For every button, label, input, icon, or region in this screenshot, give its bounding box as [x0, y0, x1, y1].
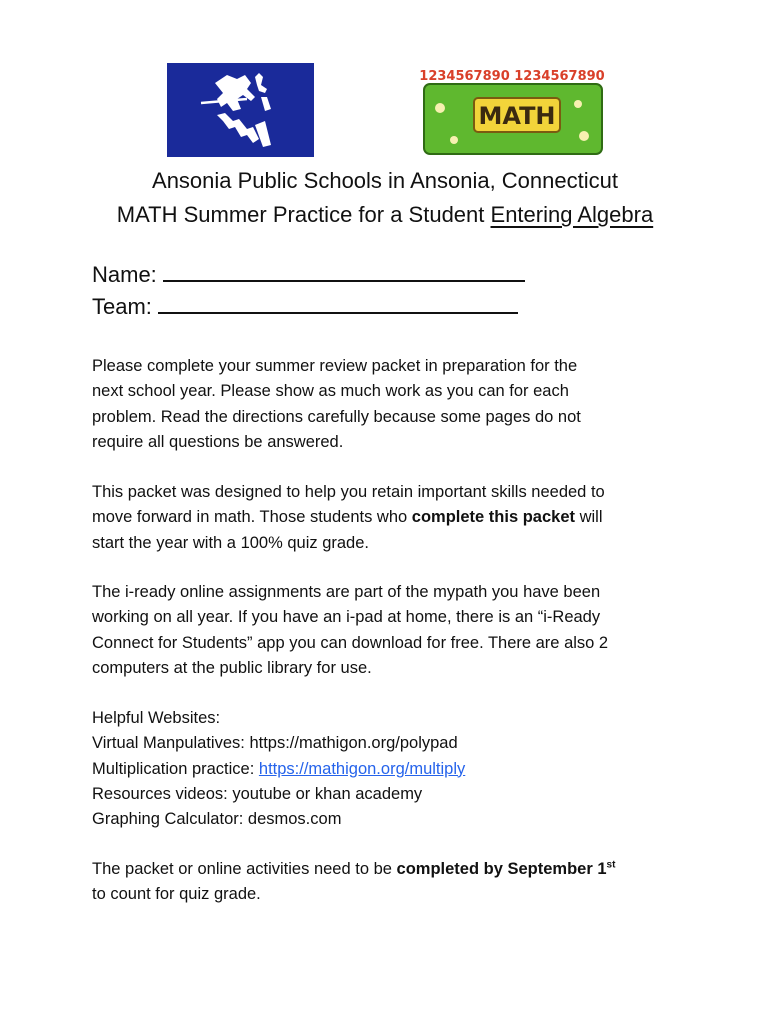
text-segment: The packet or online activities need to be — [92, 860, 397, 878]
math-logo — [414, 60, 611, 158]
page-subtitle — [0, 200, 770, 230]
name-label: Name: — [92, 262, 157, 287]
team-blank-line[interactable] — [158, 292, 518, 314]
helpful-websites-list — [92, 706, 682, 832]
websites-heading: Helpful Websites: — [92, 709, 221, 727]
text-line: computers at the public library for use. — [92, 658, 372, 677]
website-graphing: Graphing Calculator: desmos.com — [92, 810, 342, 829]
text-segment: move forward in math. Those students who — [92, 508, 412, 527]
text-segment: will — [575, 508, 603, 527]
multiplication-link[interactable]: https://mathigon.org/multiply — [258, 759, 466, 778]
text-line: require all questions be answered. — [92, 432, 344, 451]
text-line: Please complete your summer review packet in preparation for the — [92, 357, 578, 375]
instructions-paragraph — [92, 354, 682, 455]
subtitle-prefix: MATH Summer Practice for a Student — [116, 202, 491, 227]
name-blank-line[interactable] — [163, 260, 525, 282]
name-field[interactable] — [92, 260, 525, 290]
website-virtual-manipulatives: Virtual Manpulatives: https://mathigon.org/polypad — [92, 734, 458, 753]
subtitle-underlined: Entering Algebra — [490, 202, 654, 227]
text-line: This packet was designed to help you retain important skills needed to — [92, 483, 605, 501]
math-logo-text: MATH — [478, 102, 556, 130]
text-line: The i-ready online assignments are part of the mypath you have been — [92, 583, 601, 601]
page-title: Ansonia Public Schools in Ansonia, Connecticut — [152, 168, 618, 193]
knight-horse-icon — [167, 63, 314, 157]
team-field[interactable] — [92, 292, 518, 322]
text-line: start the year with a 100% quiz grade. — [92, 533, 369, 552]
math-banner-icon — [414, 60, 611, 158]
website-multiplication — [92, 757, 682, 782]
text-line: next school year. Please show as much work as you can for each — [92, 382, 569, 401]
text-line: to count for quiz grade. — [92, 885, 261, 904]
website-resources: Resources videos: youtube or khan academy — [92, 784, 423, 803]
bold-text: complete this packet — [411, 508, 576, 527]
bold-deadline: completed by September 1 — [396, 860, 607, 878]
text-line — [92, 505, 682, 530]
text-line: problem. Read the directions carefully because some pages do not — [92, 407, 581, 426]
deadline-paragraph — [92, 857, 682, 908]
team-label: Team: — [92, 294, 152, 319]
math-logo-numbers: 1234567890 1234567890 — [419, 69, 605, 84]
multiplication-label: Multiplication practice: — [92, 759, 259, 778]
text-line: working on all year. If you have an i-pad at home, there is an “i-Ready — [92, 608, 601, 627]
packet-purpose-paragraph — [92, 480, 682, 556]
text-line — [92, 857, 682, 882]
ansonia-logo — [167, 63, 314, 157]
iready-paragraph — [92, 580, 682, 681]
superscript: st — [606, 859, 616, 871]
text-line: Connect for Students” app you can download for free. There are also 2 — [92, 633, 609, 652]
